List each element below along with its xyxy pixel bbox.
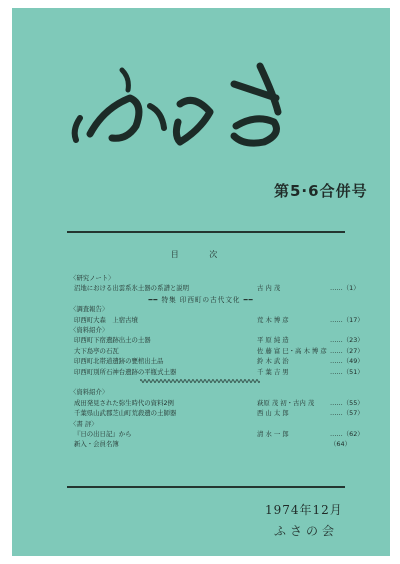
top-rule xyxy=(67,231,345,233)
toc-entry-author: 萩原 茂 初・古内 茂 xyxy=(257,398,315,407)
toc-entry-title: 大下島亭の石瓦 xyxy=(74,346,119,355)
title-calligraphy xyxy=(12,8,390,208)
toc-entry-page: ……（27） xyxy=(330,346,364,355)
toc-entry-title: 印西町大森 上宿古墳 xyxy=(74,315,138,324)
journal-cover xyxy=(12,8,390,556)
toc-entry-author: 鈴 木 武 治 xyxy=(257,357,289,366)
toc-heading: 目 次 xyxy=(170,250,232,259)
toc-entry-page: ……（17） xyxy=(330,315,364,324)
wavy-divider xyxy=(140,378,260,384)
toc-entry-title: 新入・会員名簿 xyxy=(74,440,119,449)
toc-section-heading: 〈研究ノート〉 xyxy=(70,274,115,282)
toc-entry-title: 『日の出日記』から xyxy=(74,430,132,438)
toc-section-heading: 〈書 評〉 xyxy=(70,419,98,428)
toc-entry-page: ……（49） xyxy=(330,357,364,366)
toc-entry-author: 千 葉 吉 男 xyxy=(257,367,289,376)
toc-entry-author: 清 水 一 郎 xyxy=(257,430,289,438)
issue-label: 第5·6合併号 xyxy=(274,182,368,200)
toc-entry-author: 古 内 茂 xyxy=(257,284,281,293)
toc-entry-title: 成田発見された弥生時代の資料2例 xyxy=(74,398,174,407)
toc-entry-title: 千葉県山武郡芝山町荒殺遺の土師器 xyxy=(74,409,177,418)
bottom-rule xyxy=(67,486,345,488)
toc-entry-page: ……（57） xyxy=(330,409,364,418)
toc-section-heading: 〈資料紹介〉 xyxy=(70,326,109,334)
toc-entry-author: 荒 木 博 彦 xyxy=(257,315,289,324)
toc-entry-page: ……（55） xyxy=(330,398,364,407)
toc-entry-page: ……（1） xyxy=(330,284,360,293)
toc-entry-title: 印西町下宿遺跡出土の土器 xyxy=(74,336,151,345)
toc-entry-title: 印西町北帯道遺跡の甕棺出土品 xyxy=(74,357,164,366)
publisher-name: ふさの会 xyxy=(274,524,339,538)
toc-entry-title: 印西町別所石神台遺跡の平瓶式土器 xyxy=(74,367,177,376)
toc-entry-page: ……（62） xyxy=(330,430,364,438)
toc-entry-page: ……（23） xyxy=(330,336,364,345)
feature-title: ━━ 特集 印西町の古代文化 ━━ xyxy=(148,295,254,304)
toc-section-heading: 〈調査報告〉 xyxy=(70,305,109,314)
toc-entry-page: （64） xyxy=(330,440,351,449)
toc-entry-author: 平 原 純 造 xyxy=(257,336,289,345)
toc-entry-page: ……（51） xyxy=(330,367,364,376)
toc-entry-title: 沼地における出雲系氷土器の系譜と説明 xyxy=(74,284,190,293)
toc-entry-author: 佐 藤 富 巳・高 木 博 彦 xyxy=(257,346,327,355)
toc-section-heading: 〈資料紹介〉 xyxy=(70,388,109,397)
toc-entry-author: 西 山 太 郎 xyxy=(257,409,289,418)
publication-date: 1974年12月 xyxy=(265,503,343,517)
